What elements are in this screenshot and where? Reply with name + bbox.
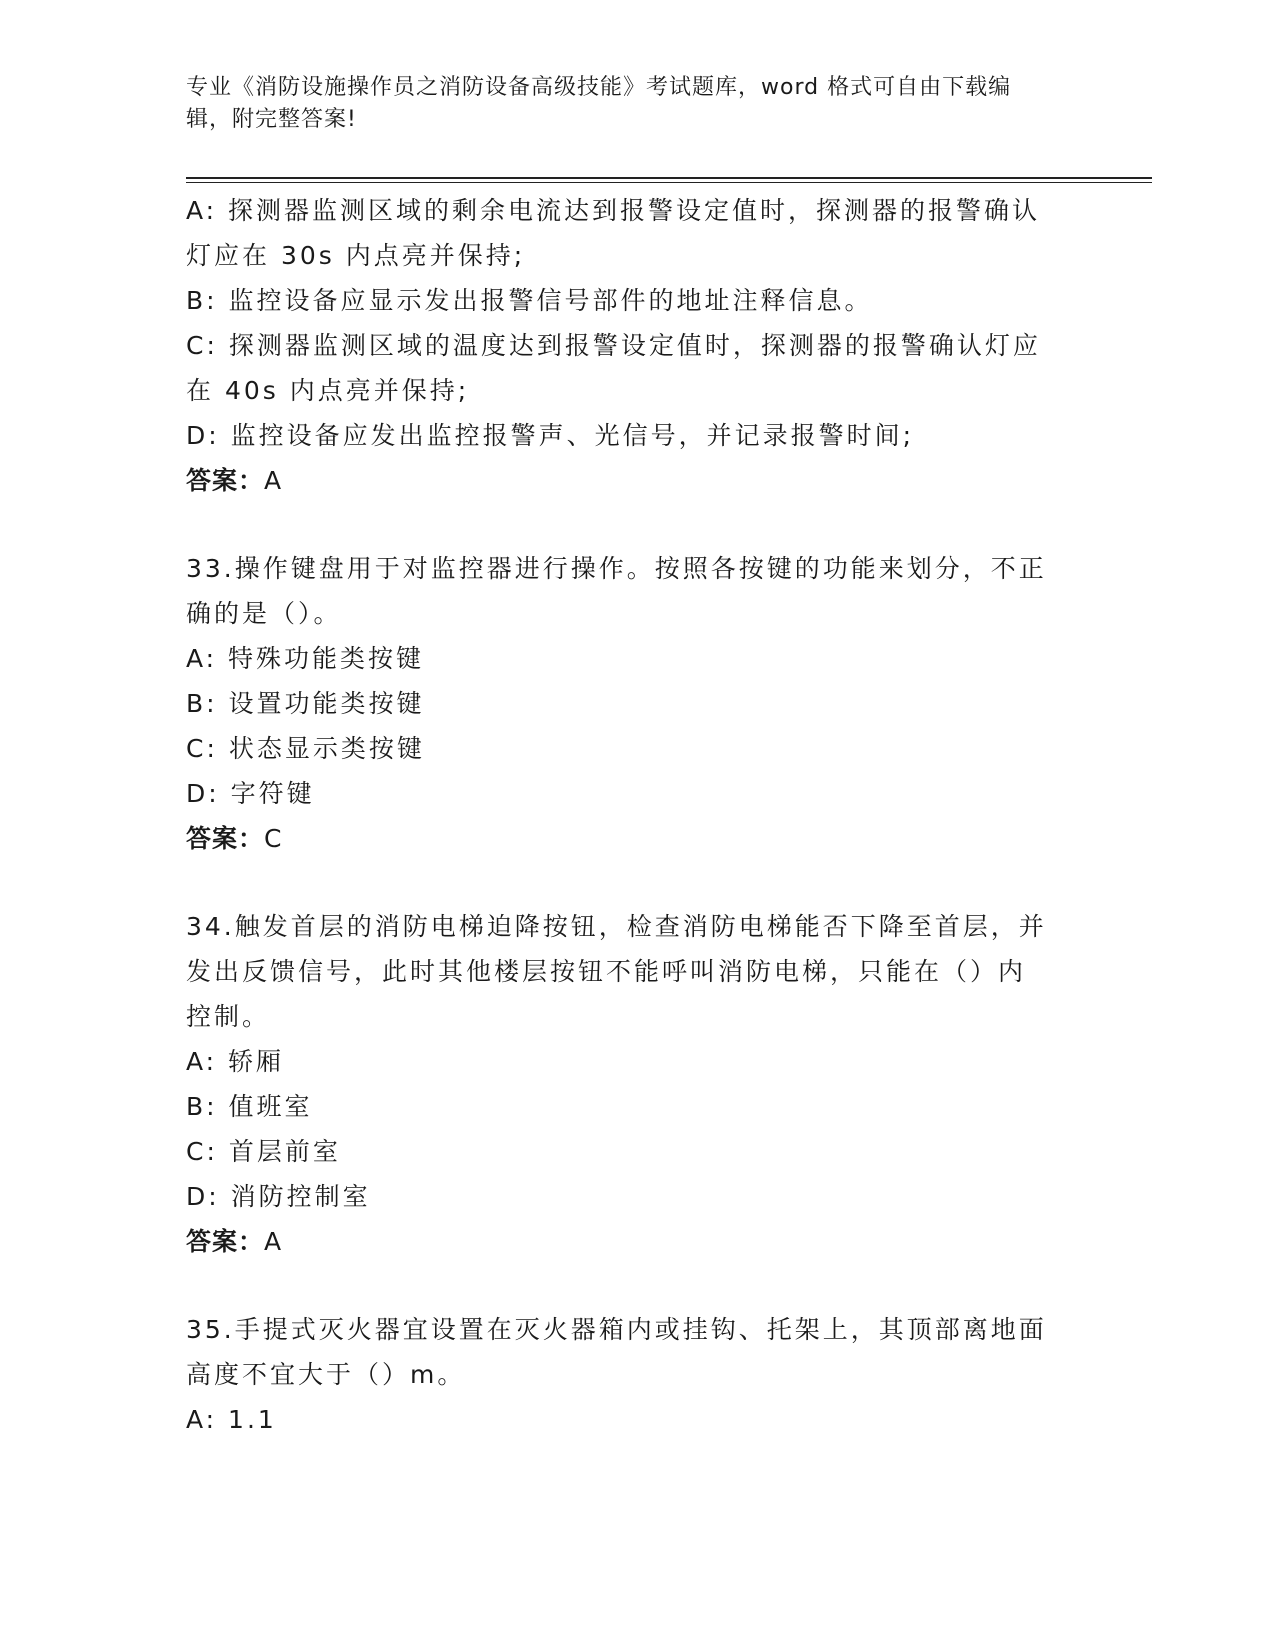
question-32 [186,188,1086,503]
header-note-line-2: 辑，附完整答案! [186,107,357,132]
spacer [186,503,1086,546]
q32-option-c-line-2: 在 40s 内点亮并保持; [186,376,470,405]
q35-stem-line-2: 高度不宜大于（）m。 [186,1360,466,1389]
header-note [186,72,1066,136]
q32-answer [186,458,1086,503]
q34-answer-label: 答案： [186,1227,265,1256]
q33-option-b: B: 设置功能类按键 [186,689,425,718]
header-divider-thick [186,177,1152,179]
question-35 [186,1307,1086,1442]
q34-stem-line-3: 控制。 [186,1002,271,1031]
q32-option-c-line-1: C: 探测器监测区域的温度达到报警设定值时，探测器的报警确认灯应 [186,331,1041,360]
q34-option-d: D: 消防控制室 [186,1182,371,1211]
q33-answer [186,816,1086,861]
q34-option-b: B: 值班室 [186,1092,313,1121]
q34-option-c: C: 首层前室 [186,1137,341,1166]
q34-option-a: A: 轿厢 [186,1047,285,1076]
spacer [186,1264,1086,1307]
q33-option-c: C: 状态显示类按键 [186,734,425,763]
spacer [186,861,1086,904]
q32-option-a-line-2: 灯应在 30s 内点亮并保持; [186,241,526,270]
q33-answer-value: C [264,824,283,853]
header-divider-thin [186,182,1152,183]
q34-answer-value: A [264,1227,283,1256]
q35-stem-line-1: 35.手提式灭火器宜设置在灭火器箱内或挂钩、托架上，其顶部离地面 [186,1315,1047,1344]
q33-option-d: D: 字符键 [186,779,315,808]
question-34 [186,904,1086,1264]
q33-answer-label: 答案： [186,824,265,853]
q34-answer [186,1219,1086,1264]
q32-option-d: D: 监控设备应发出监控报警声、光信号，并记录报警时间; [186,421,915,450]
q32-answer-value: A [264,466,283,495]
q34-stem-line-2: 发出反馈信号，此时其他楼层按钮不能呼叫消防电梯，只能在（）内 [186,957,1027,986]
q35-option-a: A: 1.1 [186,1405,277,1434]
q33-stem-line-1: 33.操作键盘用于对监控器进行操作。按照各按键的功能来划分，不正 [186,554,1047,583]
q33-stem-line-2: 确的是（）。 [186,599,342,628]
question-content [186,188,1086,1442]
q32-option-a-line-1: A: 探测器监测区域的剩余电流达到报警设定值时，探测器的报警确认 [186,196,1041,225]
q32-answer-label: 答案： [186,466,265,495]
q34-stem-line-1: 34.触发首层的消防电梯迫降按钮，检查消防电梯能否下降至首层，并 [186,912,1047,941]
q33-option-a: A: 特殊功能类按键 [186,644,425,673]
q32-option-b: B: 监控设备应显示发出报警信号部件的地址注释信息。 [186,286,873,315]
header-note-line-1: 专业《消防设施操作员之消防设备高级技能》考试题库，word 格式可自由下载编 [186,75,1012,100]
question-33 [186,546,1086,861]
